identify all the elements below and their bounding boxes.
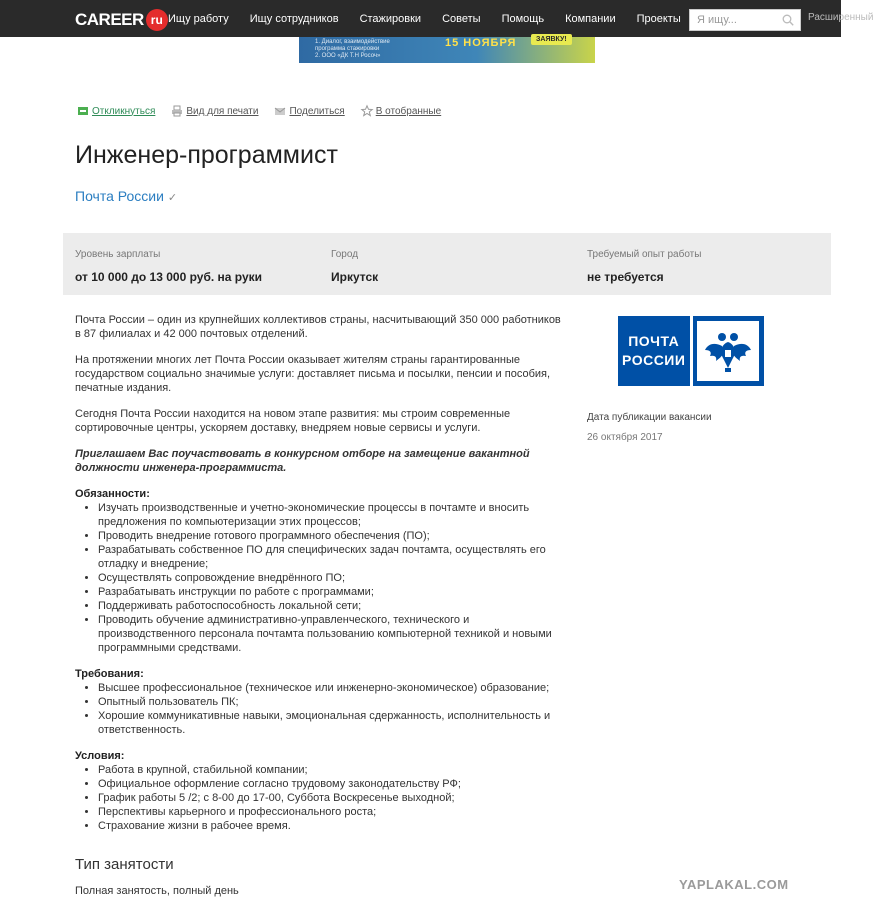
logo-text: CAREER bbox=[75, 10, 144, 29]
list-item: • Разрабатывать собственное ПО для специфических задач почтамта, осуществлять его отладку и внедрение; bbox=[98, 543, 565, 571]
envelope-icon bbox=[274, 105, 286, 117]
description-paragraph: Сегодня Почта России находится на новом этапе развития: мы строим современные сортировочные центры, ускоряем доставку, внедряем новые сервисы и услуги. bbox=[75, 408, 511, 434]
print-icon bbox=[171, 105, 183, 117]
company-logo[interactable] bbox=[618, 316, 764, 386]
duties-heading: Обязанности: bbox=[75, 488, 150, 500]
list-item: • Разрабатывать инструкции по работе с программами; bbox=[98, 585, 565, 599]
nav-job-search[interactable]: Ищу работу bbox=[168, 12, 229, 25]
experience-value: не требуется bbox=[587, 270, 664, 284]
company-name-link[interactable] bbox=[75, 188, 177, 204]
banner-date: 15 НОЯБРЯ bbox=[445, 37, 517, 49]
favorite-label: В отобранные bbox=[375, 105, 442, 117]
nav-internships[interactable]: Стажировки bbox=[359, 12, 422, 25]
eagle-icon bbox=[702, 326, 754, 376]
banner-button[interactable]: ЗАЯВКУ! bbox=[531, 34, 572, 45]
invitation-paragraph: Приглашаем Вас поучаствовать в конкурсном отборе на замещение вакантной должности инженера-программиста. bbox=[75, 448, 530, 474]
list-item: • Опытный пользователь ПК; bbox=[98, 695, 565, 709]
list-item: • Перспективы карьерного и профессионального роста; bbox=[98, 805, 565, 819]
experience-block bbox=[587, 249, 701, 284]
vacancy-actions bbox=[77, 105, 457, 117]
vacancy-summary bbox=[63, 233, 831, 295]
publication-date: 26 октября 2017 bbox=[587, 432, 663, 443]
experience-label: Требуемый опыт работы bbox=[587, 249, 702, 260]
watermark: YAPLAKAL.COM bbox=[679, 877, 789, 892]
banner-small-text: 1. Диалог, взаимодействие программа стажировки 2. ООО «ДК Т.Н Росоч» bbox=[315, 39, 390, 59]
main-nav bbox=[168, 0, 702, 37]
search-icon[interactable] bbox=[782, 14, 794, 26]
share-label: Поделиться bbox=[289, 105, 345, 117]
city-value: Иркутск bbox=[331, 270, 379, 284]
list-item: • График работы 5 /2; с 8-00 до 17-00, Суббота Воскресенье выходной; bbox=[98, 791, 565, 805]
publication-date-label: Дата публикации вакансии bbox=[587, 412, 712, 423]
company-name: Почта России bbox=[75, 188, 164, 204]
requirements-list bbox=[75, 681, 565, 737]
city-label: Город bbox=[331, 249, 359, 260]
nav-tips[interactable]: Советы bbox=[442, 12, 481, 25]
list-item: • Хорошие коммуникативные навыки, эмоциональная сдержанность, исполнительность и ответственность. bbox=[98, 709, 565, 737]
requirements-heading: Требования: bbox=[75, 668, 144, 680]
list-item: • Страхование жизни в рабочее время. bbox=[98, 819, 565, 833]
list-item: • Проводить внедрение готового программного обеспечения (ПО); bbox=[98, 529, 565, 543]
nav-help[interactable]: Помощь bbox=[501, 12, 545, 25]
respond-label: Откликнуться bbox=[92, 105, 156, 117]
star-icon bbox=[361, 105, 373, 117]
nav-employee-search[interactable]: Ищу сотрудников bbox=[249, 12, 339, 25]
salary-block bbox=[75, 249, 262, 284]
city-block bbox=[331, 249, 378, 284]
favorite-link[interactable] bbox=[361, 105, 441, 117]
employment-type-value: Полная занятость, полный день bbox=[75, 885, 239, 897]
respond-link[interactable] bbox=[77, 105, 155, 117]
top-navigation-bar bbox=[0, 0, 873, 37]
description-paragraph: На протяжении многих лет Почта России оказывает жителям страны гарантированные государством социально значимые услуги: доставляет письма и посылки, пенсии и пособия, печатные издания. bbox=[75, 354, 551, 394]
nav-companies[interactable]: Компании bbox=[565, 12, 616, 25]
ad-banner[interactable] bbox=[299, 37, 595, 63]
vacancy-title: Инженер-программист bbox=[75, 141, 338, 169]
logo-line-2: РОССИИ bbox=[622, 352, 686, 368]
conditions-heading: Условия: bbox=[75, 750, 125, 762]
list-item: • Официальное оформление согласно трудовому законодательству РФ; bbox=[98, 777, 565, 791]
duties-list bbox=[75, 501, 565, 655]
description-paragraph: Почта России – один из крупнейших коллективов страны, насчитывающий 350 000 работников в 87 филиалах и 42 000 почтовых отделений. bbox=[75, 314, 561, 340]
eagle-emblem bbox=[693, 316, 765, 386]
search-input[interactable] bbox=[690, 10, 778, 30]
share-link[interactable] bbox=[274, 105, 344, 117]
verified-check-icon: ✓ bbox=[167, 192, 178, 204]
list-item: • Осуществлять сопровождение внедрённого ПО; bbox=[98, 571, 565, 585]
conditions-list bbox=[75, 763, 565, 833]
vacancy-description bbox=[75, 313, 565, 845]
list-item: • Высшее профессиональное (техническое или инженерно-экономическое) образование; bbox=[98, 681, 565, 695]
list-item: • Работа в крупной, стабильной компании; bbox=[98, 763, 565, 777]
print-view-link[interactable] bbox=[171, 105, 258, 117]
salary-value: от 10 000 до 13 000 руб. на руки bbox=[75, 270, 263, 284]
respond-icon bbox=[77, 105, 89, 117]
advanced-search-link[interactable]: Расширенный bbox=[808, 12, 873, 23]
logo-badge: ru bbox=[146, 9, 168, 31]
logo-wordmark bbox=[618, 316, 690, 386]
salary-label: Уровень зарплаты bbox=[75, 249, 161, 260]
list-item: • Поддерживать работоспособность локальной сети; bbox=[98, 599, 565, 613]
print-label: Вид для печати bbox=[186, 105, 259, 117]
employment-type-heading: Тип занятости bbox=[75, 856, 174, 873]
list-item: • Проводить обучение административно-управленческого, технического и производственного персонала почтамта пользованию компьютерной техникой и новыми программными средствами. bbox=[98, 613, 565, 655]
search-box bbox=[689, 9, 801, 31]
list-item: • Изучать производственные и учетно-экономические процессы в почтамте и вносить предложения по компьютеризации этих процессов; bbox=[98, 501, 565, 529]
nav-projects[interactable]: Проекты bbox=[636, 12, 681, 25]
logo-line-1: ПОЧТА bbox=[628, 333, 680, 349]
career-logo[interactable] bbox=[75, 9, 168, 31]
